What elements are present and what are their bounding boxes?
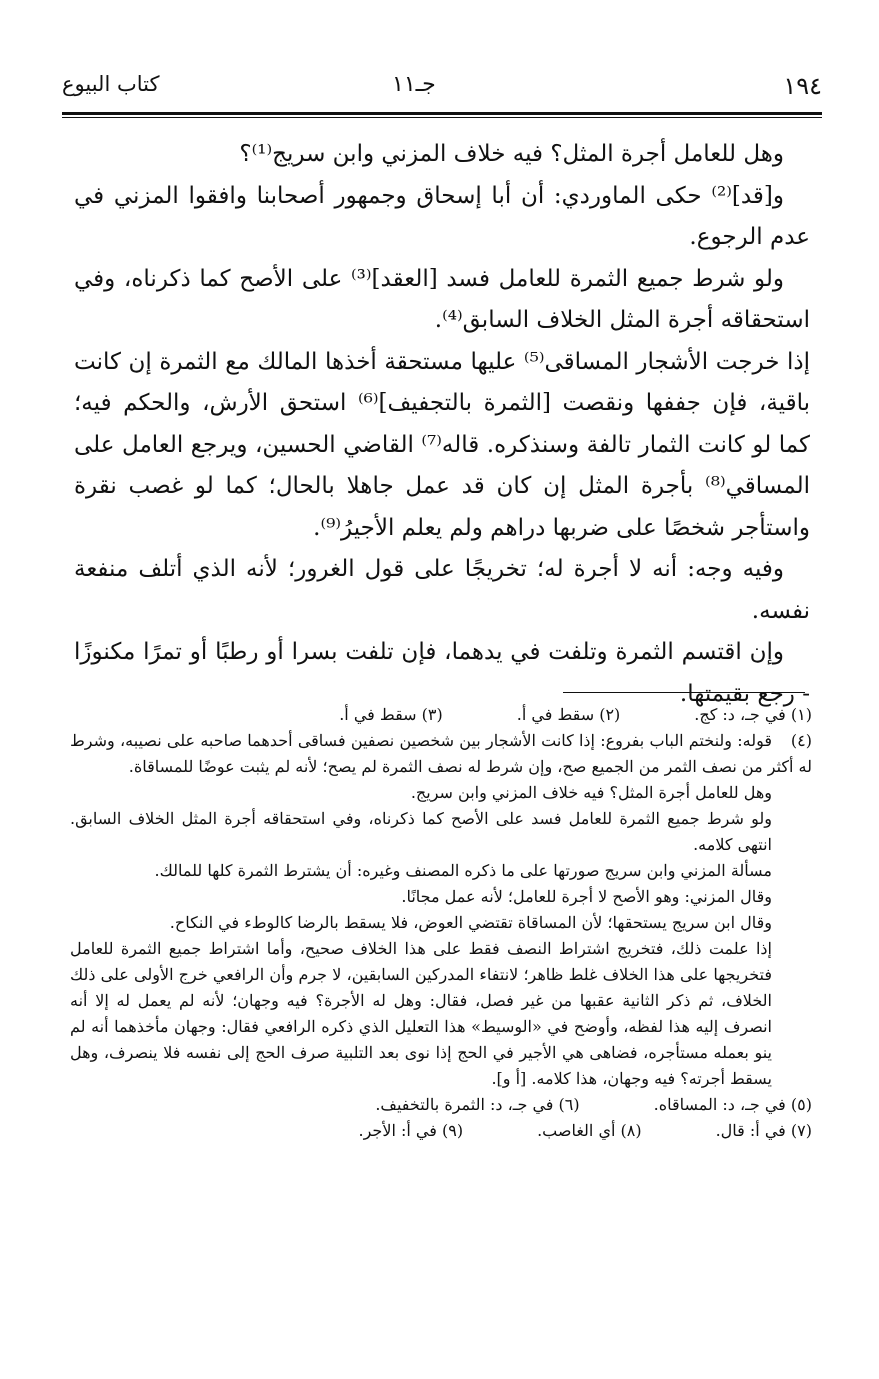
footnote-line: إذا علمت ذلك، فتخريج اشتراط النصف فقط على هذا الخلاف صحيح، وأما اشتراط جميع الثمرة للعامل فتخريجها على هذا الخلاف غلط ظاهر؛ لانتفاء المدركين السابقين، لا جرم وأن الرافعي خرج الأولى على ذلك الخلاف، ثم ذكر الثانية عقبها من غير فصل، فقال: وهل له الأجرة؟ فيه وجهان؛ لأنه لم يعمل له إلا أنه انصرف إليه هذا لفظه، وأوضح في «الوسيط» هذا التعليل الذي ذكره الرافعي فقال: وجهان مأخذهما أنه لم ينو بعمله مستأجره، فضاهى هي الأجير في الحج إذا نوى بعد التلبية صرف الحج إلى نفسه فلا ينصرف، وهل يسقط أجرته؟ فيه وجهان، هذا كلامه. [أ و]. — [70, 939, 773, 1088]
footnote: (١) في جـ، د: كج. — [694, 705, 812, 724]
footnote-row — [70, 1092, 812, 1118]
paragraph: إذا خرجت الأشجار المساقى⁽⁵⁾ عليها مستحقة أخذها المالك مع الثمرة إن كانت باقية، فإن جففها ونقصت [الثمرة بالتجفيف]⁽⁶⁾ استحق الأرش، والحكم فيه؛ كما لو كانت الثمار تالفة وسنذكره. قاله⁽⁷⁾ القاضي الحسين، ويرجع العامل على المساقي⁽⁸⁾ بأجرة المثل إن كان قد عمل جاهلا بالحال؛ كما لو غصب نقرة واستأجر شخصًا على ضربها دراهم ولم يعلم الأجيرُ⁽⁹⁾. — [74, 348, 810, 541]
footnote-number: (٤) — [790, 731, 812, 750]
paragraph: وفيه وجه: أنه لا أجرة له؛ تخريجًا على قول الغرور؛ لأنه الذي أتلف منفعة نفسه. — [74, 556, 810, 624]
footnote-line: مسألة المزني وابن سريج صورتها على ما ذكره المصنف وغيره: أن يشترط الثمرة كلها للمالك. — [154, 861, 772, 880]
volume-label: جـ١١ — [392, 72, 436, 97]
footnote-line: ولو شرط جميع الثمرة للعامل فسد على الأصح كما ذكرناه، وفي استحقاقه أجرة المثل الخلاف السابق. انتهى كلامه. — [70, 809, 772, 854]
footnote-4 — [70, 728, 812, 780]
header-rule — [62, 112, 822, 118]
running-head — [62, 72, 822, 108]
footnote: (٦) في جـ، د: الثمرة بالتخفيف. — [375, 1095, 580, 1114]
footnote: (٣) سقط في أ. — [339, 705, 443, 724]
footnote-line: وقال المزني: وهو الأصح لا أجرة للعامل؛ لأنه عمل مجانًا. — [401, 887, 772, 906]
page-number: ١٩٤ — [783, 72, 822, 100]
footnote: (٨) أي الغاصب. — [537, 1121, 642, 1140]
footnotes — [70, 702, 812, 1144]
footnote: (٥) في جـ، د: المساقاه. — [653, 1095, 812, 1114]
footnote-line: وقال ابن سريج يستحقها؛ لأن المساقاة تقتضي العوض، فلا يسقط بالرضا كالوطء في النكاح. — [169, 913, 772, 932]
footnote: (٢) سقط في أ. — [516, 705, 621, 724]
book-title: كتاب البيوع — [62, 72, 160, 96]
paragraph: وهل للعامل أجرة المثل؟ فيه خلاف المزني وابن سريج⁽¹⁾؟ — [239, 141, 784, 167]
footnote-row — [70, 702, 812, 728]
footnote-line: وهل للعامل أجرة المثل؟ فيه خلاف المزني وابن سريج. — [410, 783, 772, 802]
paragraph: و[قد]⁽²⁾ حكى الماوردي: أن أبا إسحاق وجمهور أصحابنا وافقوا المزني في عدم الرجوع. — [74, 182, 810, 250]
paragraph: وإن اقتسم الثمرة وتلفت في يدهما، فإن تلفت بسرا أو رطبًا أو تمرًا مكنوزًا - رجع بقيمتها. — [74, 639, 810, 707]
footnote-row — [70, 1118, 812, 1144]
footnote-separator — [563, 692, 805, 693]
paragraph: ولو شرط جميع الثمرة للعامل فسد [العقد]⁽³⁾ على الأصح كما ذكرناه، وفي استحقاقه أجرة المثل الخلاف السابق⁽⁴⁾. — [74, 265, 810, 333]
footnote-text: قوله: ولنختم الباب بفروع: إذا كانت الأشجار بين شخصين نصفين فساقى أحدهما صاحبه على نصيبه، وشرط له أكثر من نصف الثمر من الجميع صح، وإن شرط له نصف الثمرة لم يصح؛ لأنه لم يثبت عوضًا للمساقاة. — [70, 731, 812, 776]
footnote: (٧) في أ: قال. — [715, 1121, 812, 1140]
footnote: (٩) في أ: الأجر. — [358, 1121, 464, 1140]
main-text — [74, 134, 810, 715]
